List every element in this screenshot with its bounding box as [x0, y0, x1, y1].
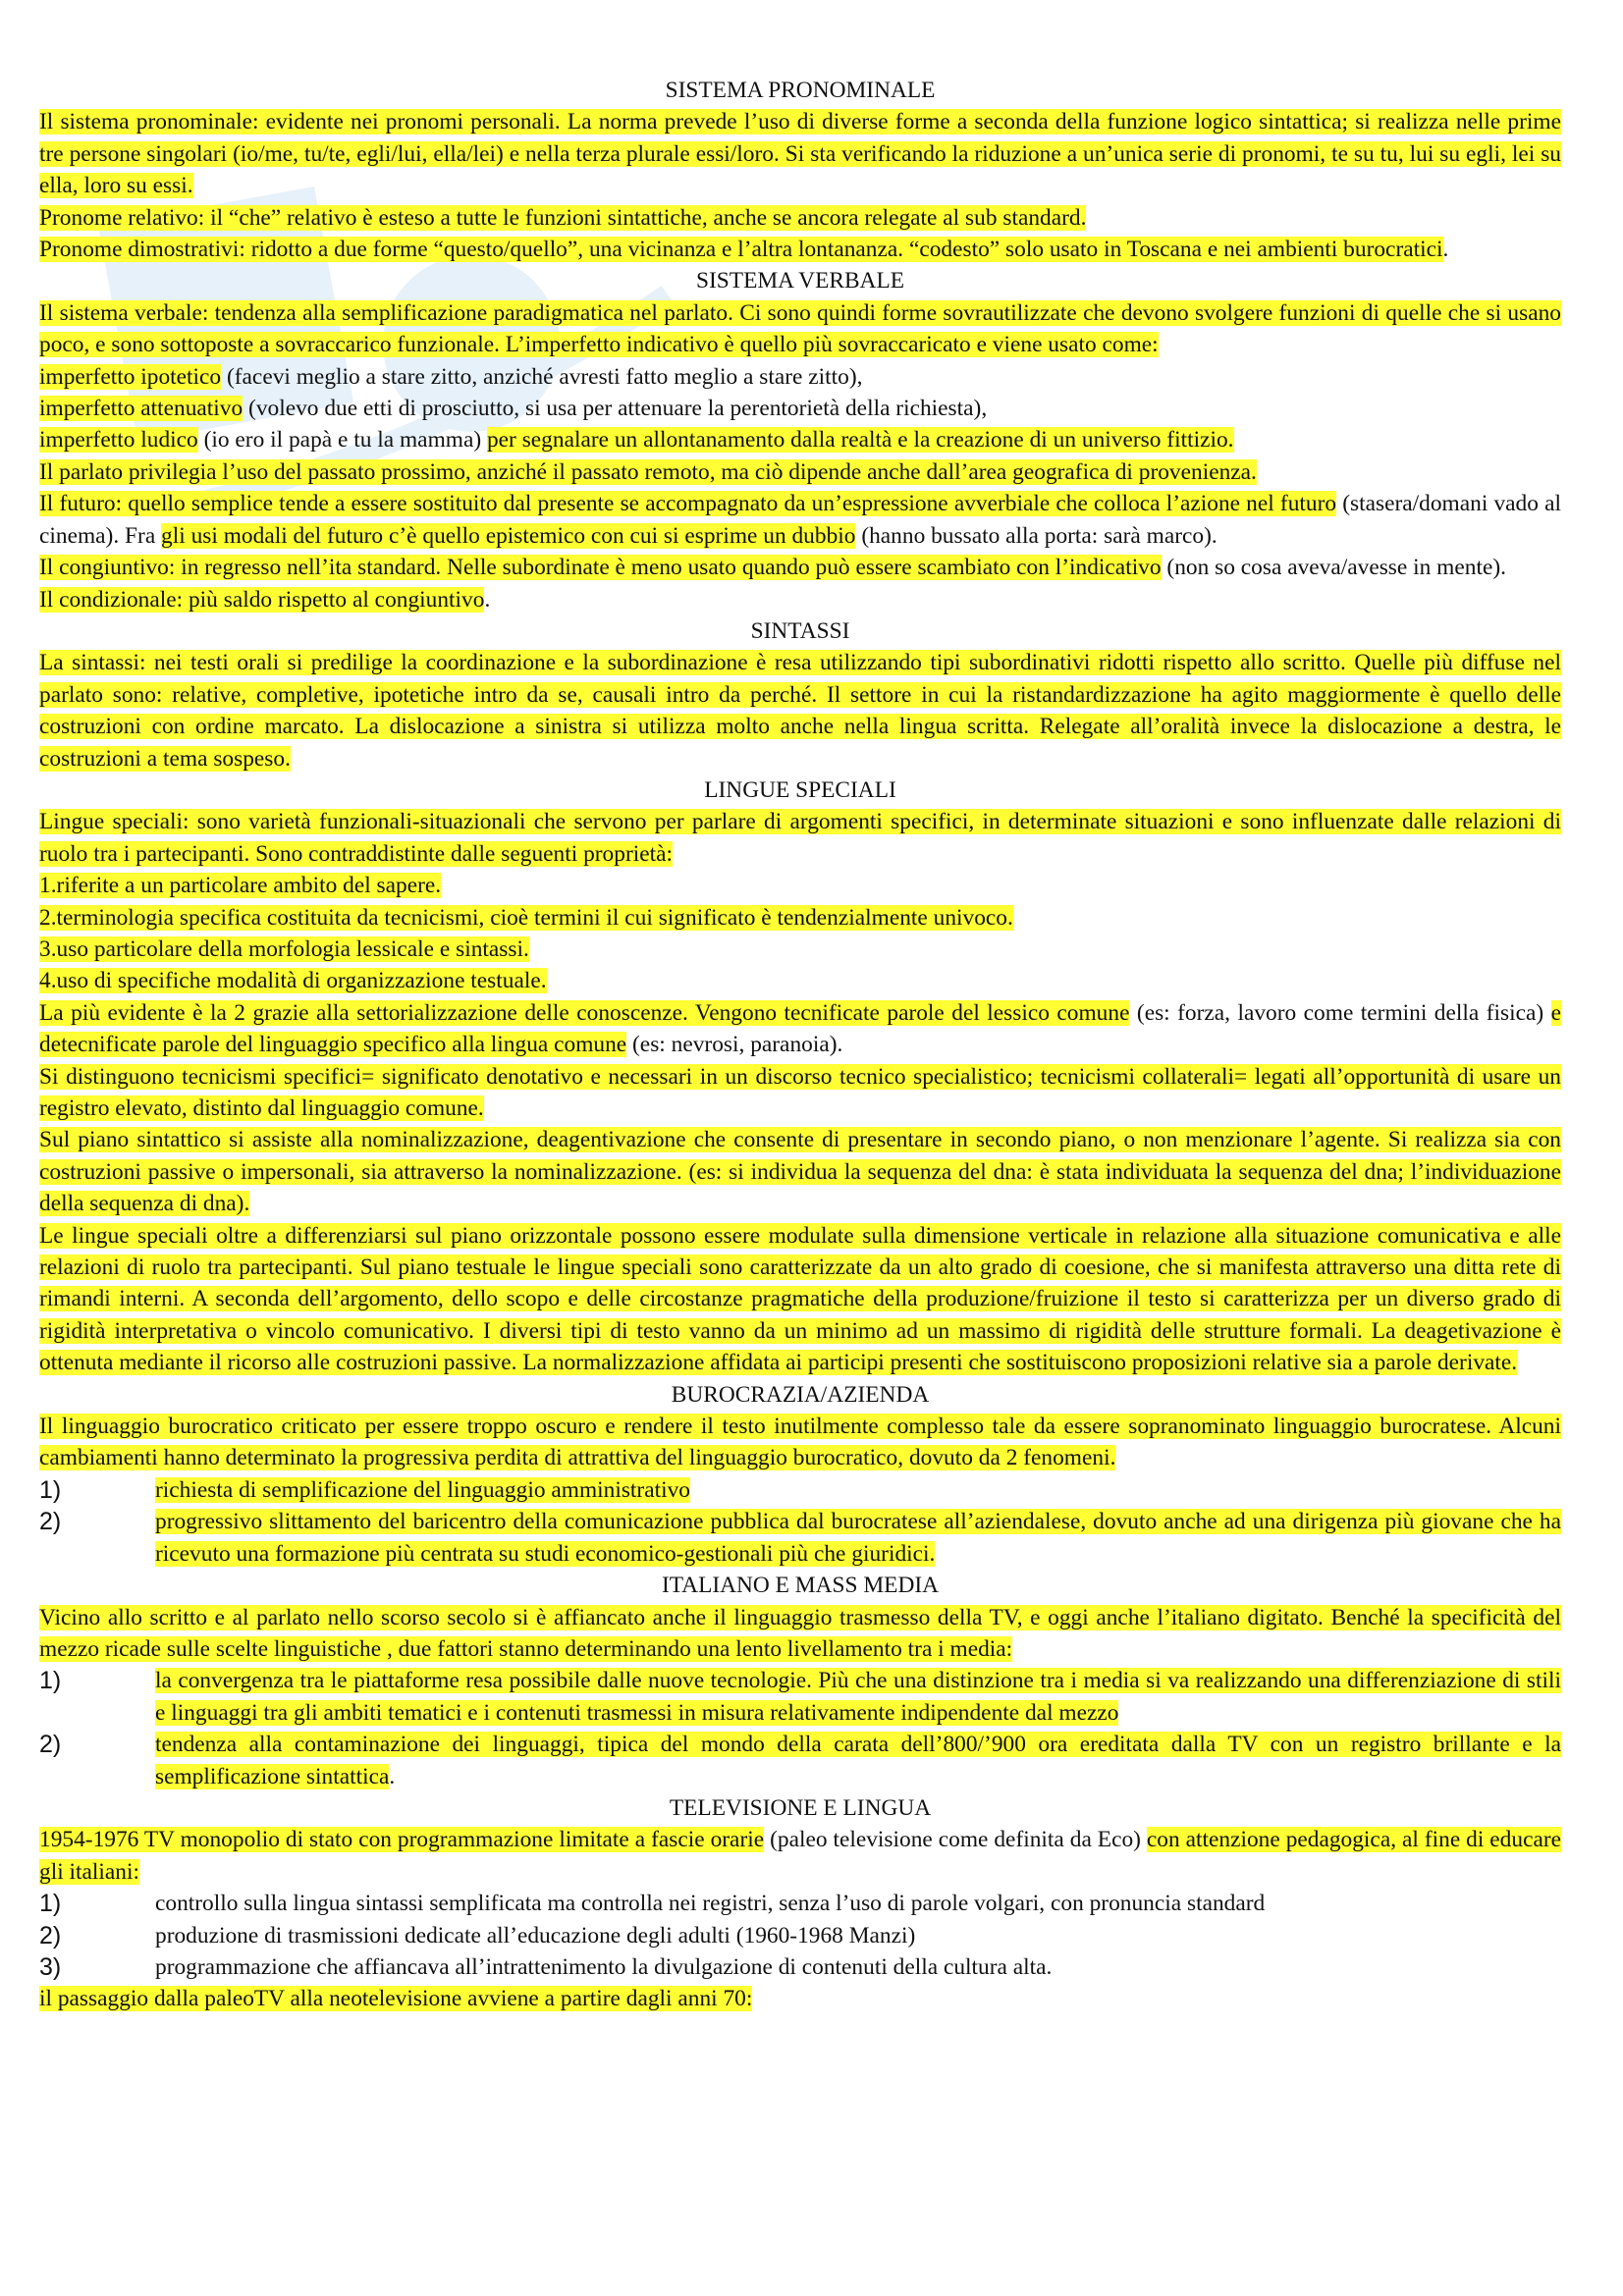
highlighted-text: Si distinguono tecnicismi specifici= significato denotativo e necessari in un discorso tecnico specialistico; tecnicismi collaterali= legati all’opportunità di usare un registro elevato, distinto dal linguaggio comune. — [39, 1063, 1561, 1121]
list-number: 3) — [39, 1952, 62, 1981]
numbered-list-item — [39, 1474, 1561, 1506]
highlighted-text: con attenzione pedagogica, al fine di educare gli italiani: — [39, 1827, 1562, 1885]
list-number: 1) — [39, 1475, 62, 1504]
text-span: produzione di trasmissioni dedicate all’educazione degli adulti (1960-1968 Manzi) — [155, 1922, 916, 1949]
section-title: TELEVISIONE E LINGUA — [669, 1794, 932, 1821]
paragraph — [39, 997, 1561, 1061]
highlighted-text: Il congiuntivo: in regresso nell’ita standard. Nelle subordinate è meno usato quando può essere scambiato con l’indicativo — [39, 555, 1162, 581]
text-span: controllo sulla lingua sintassi semplificata ma controlla nei registri, senza l’uso di parole volgari, con pronuncia standard — [155, 1891, 1266, 1917]
paragraph — [39, 647, 1561, 774]
paragraph — [39, 424, 1561, 455]
document-page — [39, 75, 1561, 2015]
list-number: 1) — [39, 1890, 62, 1918]
paragraph — [39, 965, 1561, 996]
paragraph — [39, 1220, 1561, 1379]
highlighted-text: imperfetto attenuativo — [39, 396, 243, 422]
highlighted-text: 3.uso particolare della morfologia lessicale e sintassi. — [39, 935, 529, 962]
paragraph — [39, 1411, 1561, 1474]
paragraph — [39, 552, 1561, 583]
numbered-list-item — [39, 1665, 1561, 1729]
text-span: . — [484, 586, 491, 613]
paragraph — [39, 1124, 1561, 1219]
text-span: (paleo televisione come definita da Eco) — [764, 1827, 1147, 1853]
text-span: (stasera/domani vado al cinema). Fra — [39, 491, 1561, 549]
text-span: (io ero il papà e tu la mamma) — [197, 427, 487, 454]
paragraph — [39, 106, 1561, 201]
highlighted-text: La sintassi: nei testi orali si predilige la coordinazione e la subordinazione è resa utilizzando tipi subordinativi ridotti rispetto allo scritto. Quelle più diffuse nel parlato sono: relative, completive, ipotetiche intro da se, causali intro da perché. Il settore in cui la ristandardizzazione ha agito maggiormente è quello delle costruzioni con ordine marcato. La dislocazione a sinistra si utilizza molto anche nella lingua scritta. Relegate all’oralità invece la dislocazione a destra, le costruzioni a tema sospeso. — [39, 650, 1561, 772]
highlighted-text: tendenza alla contaminazione dei linguaggi, tipica del mondo della carata dell’800/’900 ora ereditata dalla TV con un registro brillante e la semplificazione sintattica — [155, 1732, 1561, 1789]
section-title: ITALIANO E MASS MEDIA — [661, 1573, 940, 1599]
section-title: SISTEMA PRONOMINALE — [665, 78, 936, 103]
highlighted-text: gli usi modali del futuro c’è quello epistemico con cui si esprime un dubbio — [161, 522, 856, 549]
paragraph — [39, 393, 1561, 424]
text-span: programmazione che affiancava all’intrattenimento la divulgazione di contenuti della cultura alta. — [155, 1953, 1053, 1980]
highlighted-text: Lingue speciali: sono varietà funzionali-situazionali che servono per parlare di argomenti specifici, in determinate situazioni e sono influenzate dalle relazioni di ruolo tra i partecipanti. Sono contraddistinte dalle seguenti proprietà: — [39, 809, 1561, 867]
highlighted-text: Le lingue speciali oltre a differenziarsi sul piano orizzontale possono essere modulate sulla dimensione verticale in relazione alla situazione comunicativa e alle relazioni di ruolo tra partecipanti. Sul piano testuale le lingue speciali sono caratterizzate da un alto grado di coesione, che si manifesta attraverso una ditta rete di rimandi interni. A seconda dell’argomento, dello scopo e delle circostanze pragmatiche della produzione/fruizione il testo si caratterizza per un diverso grado di rigidità interpretativa o vincolo comunicativo. I diversi tipi di testo vanno da un minimo ad un massimo di rigidità delle strutture formali. La deagetivazione è ottenuta mediante il ricorso alle costruzioni passive. La normalizzazione affidata ai participi presenti che sostituiscono proposizioni relative sia a parole derivate. — [39, 1222, 1561, 1376]
text-span: . — [1442, 237, 1449, 263]
highlighted-text: La più evidente è la 2 grazie alla settorializzazione delle conoscenze. Vengono tecnificate parole del lessico comune — [39, 999, 1130, 1026]
text-span: (hanno bussato alla porta: sarà marco). — [855, 522, 1217, 549]
paragraph — [39, 1602, 1561, 1666]
paragraph — [39, 202, 1561, 234]
paragraph — [39, 297, 1561, 361]
section-title: BUROCRAZIA/AZIENDA — [671, 1381, 930, 1408]
highlighted-text: imperfetto ludico — [39, 427, 198, 454]
highlighted-text: richiesta di semplificazione del linguaggio amministrativo — [155, 1476, 690, 1503]
section-title: SINTASSI — [750, 617, 850, 644]
highlighted-text: 1.riferite a un particolare ambito del sapere. — [39, 873, 442, 899]
highlighted-text: Sul piano sintattico si assiste alla nominalizzazione, deagentivazione che consente di presentare in secondo piano, o non menzionare l’agente. Si realizza sia con costruzioni passive o impersonali, sia attraverso la nominalizzazione. (es: si individua la sequenza del dna: è stata individuata la sequenza del dna; l’individuazione della sequenza di dna). — [39, 1127, 1561, 1217]
highlighted-text: il passaggio dalla paleoTV alla neotelevisione avviene a partire dagli anni 70: — [39, 1986, 753, 2012]
section-title: LINGUE SPECIALI — [704, 776, 896, 803]
highlighted-text: 1954-1976 TV monopolio di stato con programmazione limitate a fascie orarie — [39, 1827, 765, 1853]
paragraph — [39, 584, 1561, 615]
list-number: 2) — [39, 1921, 62, 1949]
numbered-list-item — [39, 1888, 1561, 1919]
paragraph — [39, 902, 1561, 934]
list-number: 1) — [39, 1667, 62, 1695]
highlighted-text: e detecnificate parole del linguaggio specifico alla lingua comune — [39, 999, 1561, 1058]
numbered-list-item — [39, 1920, 1561, 1951]
paragraph — [39, 1824, 1561, 1888]
text-span: (volevo due etti di prosciutto, si usa per attenuare la perentorietà della richiesta), — [243, 396, 988, 422]
paragraph — [39, 361, 1561, 393]
numbered-list-item — [39, 1506, 1561, 1570]
text-span: (es: forza, lavoro come termini della fisica) — [1129, 999, 1551, 1026]
highlighted-text: Il linguaggio burocratico criticato per essere troppo oscuro e rendere il testo inutilmente complesso tale da essere sopranominato linguaggio burocratese. Alcuni cambiamenti hanno determinato la progressiva perdita di attrattiva del linguaggio burocratico, dovuto da 2 fenomeni. — [39, 1414, 1561, 1471]
highlighted-text: condizionale: più saldo rispetto al congiuntivo — [59, 586, 485, 613]
list-number: 2) — [39, 1731, 62, 1759]
paragraph — [39, 934, 1561, 965]
highlighted-text: la convergenza tra le piattaforme resa possibile dalle nuove tecnologie. Più che una distinzione tra i media si va realizzando una differenziazione di stili e linguaggi tra gli ambiti tematici e i contenuti trasmessi in misura relativamente indipendente dal mezzo — [155, 1668, 1561, 1726]
paragraph — [39, 806, 1561, 870]
text-span: (es: nevrosi, paranoia). — [626, 1032, 843, 1058]
highlighted-text: progressivo slittamento del baricentro della comunicazione pubblica dal burocratese all’aziendalese, dovuto anche ad una dirigenza più giovane che ha ricevuto una formazione più centrata su studi economico-gestionali più che giuridici. — [155, 1509, 1561, 1567]
paragraph — [39, 234, 1561, 265]
highlighted-text: Il parlato privilegia l’uso del passato prossimo, anziché il passato remoto, ma ciò dipende anche dall’area geografica di provenienza. — [39, 458, 1257, 485]
highlighted-text: Vicino allo scritto e al parlato nello scorso secolo si è affiancato anche il linguaggio trasmesso della TV, e oggi anche l’italiano digitato. Benché la specificità del mezzo ricade sulle scelte linguistiche , due fattori stanno determinando una lento livellamento tra i media: — [39, 1604, 1561, 1662]
section-title: SISTEMA VERBALE — [695, 268, 905, 294]
text-span: (facevi meglio a stare zitto, anziché avresti fatto meglio a stare zitto), — [221, 363, 863, 390]
list-number: 2) — [39, 1508, 62, 1536]
highlighted-text: Il sistema pronominale: evidente nei pronomi personali. La norma prevede l’uso di diverse forme a seconda della funzione logico sintattica; si realizza nelle prime tre persone singolari (io/me, tu/te, egli/lui, ella/lei) e nella terza plurale essi/loro. Si sta verificando la riduzione a un’unica serie di pronomi, te su tu, lui su egli, lei su ella, loro su essi. — [39, 109, 1561, 199]
paragraph — [39, 456, 1561, 488]
numbered-list-item — [39, 1729, 1561, 1792]
highlighted-text: Pronome relativo: il “che” relativo è esteso a tutte le funzioni sintattiche, anche se ancora relegate al sub standard. — [39, 204, 1087, 231]
highlighted-text: Il — [39, 586, 60, 613]
highlighted-text: Pronome dimostrativi: ridotto a due forme “questo/quello”, una vicinanza e l’altra lontananza. “codesto” solo usato in Toscana e nei ambienti burocratici — [39, 237, 1443, 263]
highlighted-text: imperfetto ipotetico — [39, 363, 222, 390]
text-span: . — [389, 1763, 396, 1789]
paragraph — [39, 870, 1561, 901]
paragraph — [39, 1061, 1561, 1125]
text-span: (non so cosa aveva/avesse in mente). — [1161, 555, 1506, 581]
highlighted-text: per segnalare un allontanamento dalla realtà e la creazione di un universo fittizio. — [486, 427, 1234, 454]
paragraph — [39, 488, 1561, 552]
highlighted-text: 2.terminologia specifica costituita da tecnicismi, cioè termini il cui significato è tendenzialmente univoco. — [39, 904, 1013, 931]
numbered-list-item — [39, 1951, 1561, 1983]
highlighted-text: 4.uso di specifiche modalità di organizzazione testuale. — [39, 968, 547, 994]
highlighted-text: Il futuro: quello semplice tende a essere sostituito dal presente se accompagnato da un’espressione avverbiale che colloca l’azione nel futuro — [39, 491, 1337, 517]
highlighted-text: Il sistema verbale: tendenza alla semplificazione paradigmatica nel parlato. Ci sono quindi forme sovrautilizzate che devono svolgere funzioni di quelle che si usano poco, e sono sottoposte a sovraccarico funzionale. L’imperfetto indicativo è quello più sovraccaricato e viene usato come: — [39, 299, 1561, 358]
paragraph — [39, 1983, 1561, 2014]
